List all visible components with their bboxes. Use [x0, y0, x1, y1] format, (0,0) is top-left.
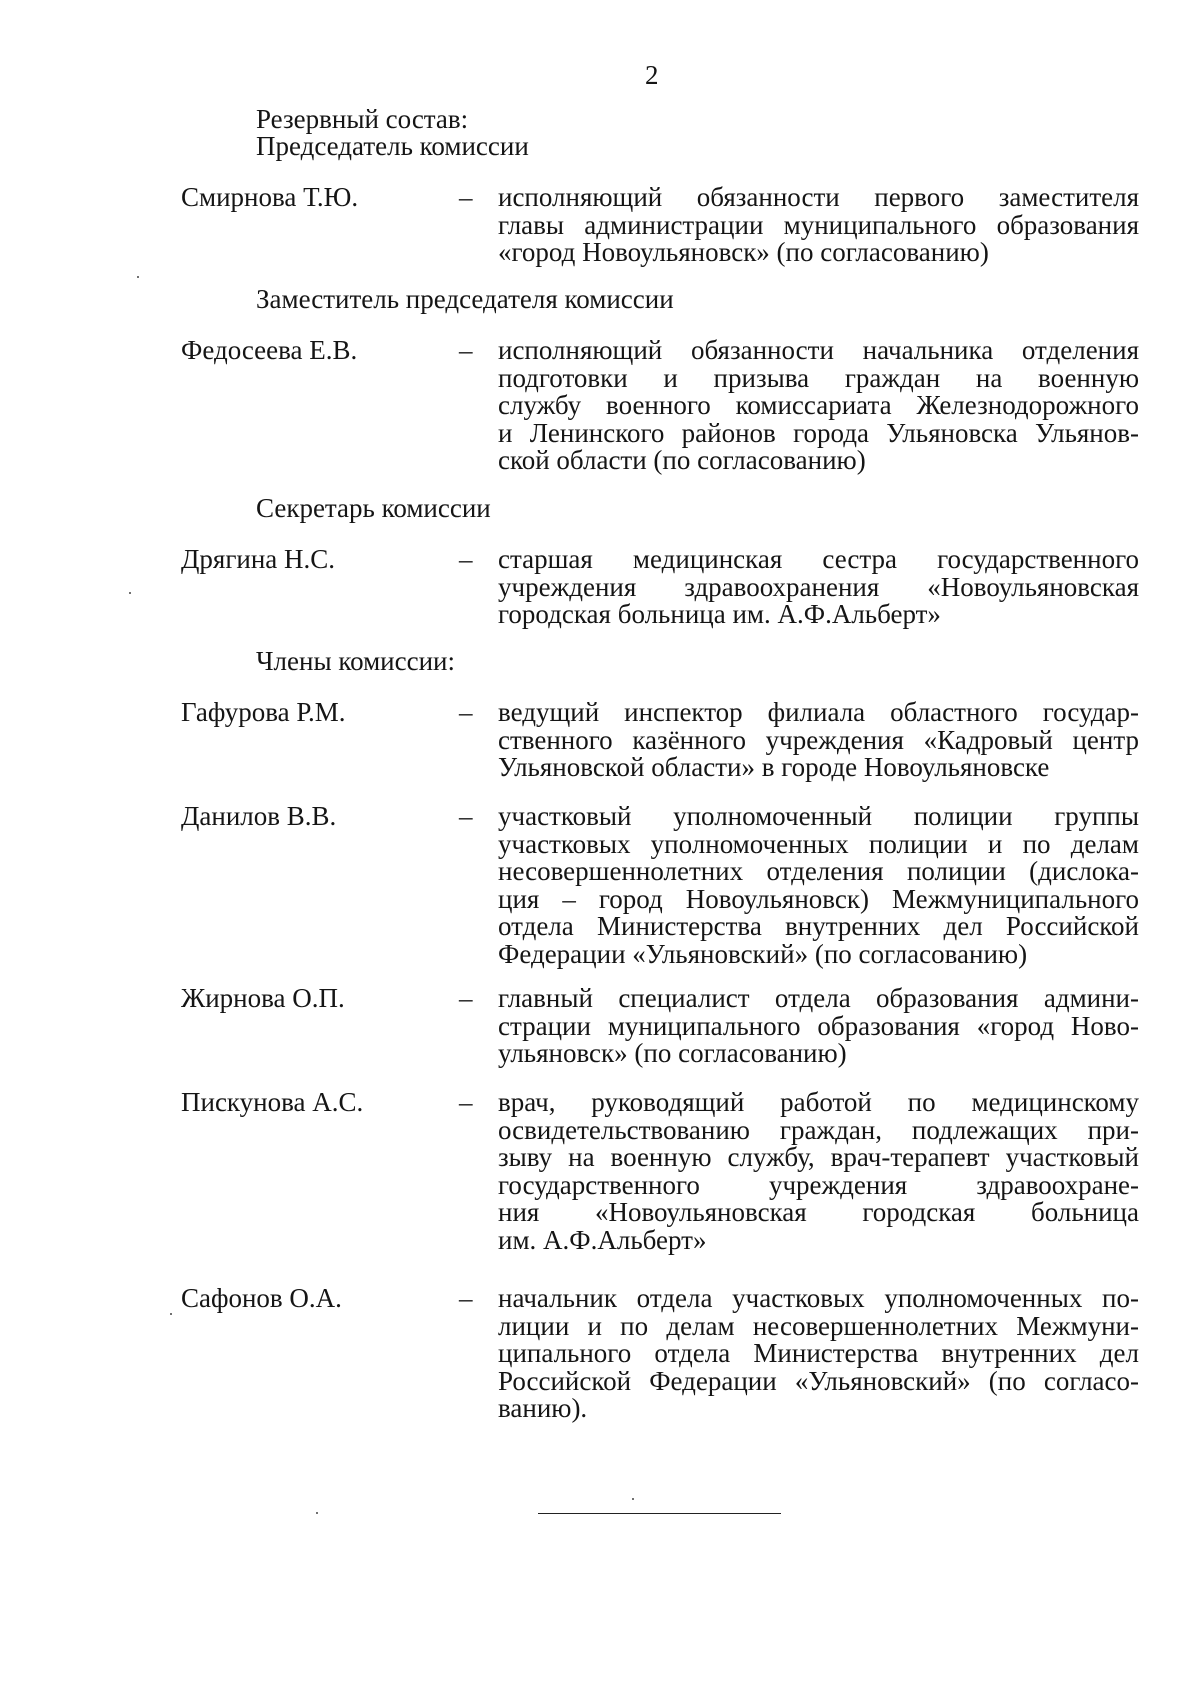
position-line: Федерации «Ульяновский» (по согласованию) [498, 938, 1028, 969]
position-line: городская больница им. А.Ф.Альберт» [498, 599, 941, 629]
page-number: 2 [645, 60, 659, 90]
member-dash: – [459, 697, 473, 727]
member-dash: – [459, 1283, 473, 1313]
end-of-list-rule [538, 1513, 781, 1514]
section-title-secretary: Секретарь комиссии [256, 493, 491, 523]
member-name: Данилов В.В. [181, 801, 337, 831]
position-line: подготовки и призыва граждан на военную [498, 362, 1139, 393]
member-position [498, 546, 1139, 629]
member-position [498, 184, 1139, 267]
member-name: Жирнова О.П. [181, 983, 345, 1013]
position-line: Российской Федерации «Ульяновский» (по согласо- [498, 1365, 1139, 1396]
position-line: участковый уполномоченный полиции группы [498, 801, 1139, 831]
member-position [498, 1089, 1139, 1254]
member-position [498, 985, 1139, 1068]
member-name: Смирнова Т.Ю. [181, 182, 359, 212]
section-title-members: Члены комиссии: [256, 646, 455, 676]
reserve-heading: Резервный состав: [256, 104, 469, 134]
member-name: Пискунова А.С. [181, 1087, 364, 1117]
position-line: исполняющий обязанности начальника отделения [498, 335, 1139, 365]
scan-speck [632, 1498, 634, 1500]
position-line: освидетельствованию граждан, подлежащих при- [498, 1114, 1139, 1145]
position-line: отдела Министерства внутренних дел Российской [498, 911, 1139, 941]
member-position [498, 337, 1139, 475]
position-line: старшая медицинская сестра государственного [498, 544, 1139, 574]
position-line: службу военного комиссариата Железнодорожного [498, 390, 1139, 420]
scan-speck [170, 1313, 172, 1315]
scan-speck [316, 1512, 318, 1514]
member-position [498, 699, 1139, 782]
position-line: им. А.Ф.Альберт» [498, 1224, 707, 1255]
member-dash: – [459, 1087, 473, 1117]
position-line: ципального отдела Министерства внутренних дел [498, 1338, 1139, 1368]
member-dash: – [459, 335, 473, 365]
position-line: ция – город Новоульяновск) Межмуниципального [498, 883, 1139, 914]
member-position [498, 1285, 1139, 1423]
position-line: главы администрации муниципального образования [498, 209, 1139, 240]
position-line: главный специалист отдела образования админи- [498, 983, 1139, 1013]
member-dash: – [459, 983, 473, 1013]
member-dash: – [459, 182, 473, 212]
position-line: ственного казённого учреждения «Кадровый центр [498, 724, 1139, 755]
position-line: ульяновск» (по согласованию) [498, 1038, 847, 1068]
position-line: лиции и по делам несовершеннолетних Межмуни- [498, 1310, 1139, 1341]
position-line: исполняющий обязанности первого заместителя [498, 182, 1139, 212]
position-line: Ульяновской области» в городе Новоульяновске [498, 752, 1050, 782]
position-line: зыву на военную службу, врач-терапевт участковый [498, 1142, 1139, 1172]
member-position [498, 803, 1139, 968]
position-line: ской области (по согласованию) [498, 445, 866, 475]
position-line: ния «Новоульяновская городская больница [498, 1197, 1139, 1227]
member-dash: – [459, 544, 473, 574]
position-line: участковых уполномоченных полиции и по делам [498, 828, 1139, 859]
member-dash: – [459, 801, 473, 831]
position-line: начальник отдела участковых уполномоченных по- [498, 1283, 1139, 1313]
member-name: Гафурова Р.М. [181, 697, 346, 727]
scan-speck [137, 276, 139, 278]
member-name: Дрягина Н.С. [181, 544, 336, 574]
position-line: врач, руководящий работой по медицинскому [498, 1087, 1139, 1117]
position-line: страции муниципального образования «город Ново- [498, 1010, 1139, 1041]
position-line: учреждения здравоохранения «Новоульяновская [498, 571, 1139, 602]
position-line: ванию). [498, 1393, 588, 1423]
scan-speck [129, 592, 131, 594]
position-line: и Ленинского районов города Ульяновска Ульянов- [498, 417, 1139, 448]
member-name: Федосеева Е.В. [181, 335, 358, 365]
section-title-chairman: Председатель комиссии [256, 131, 529, 161]
member-name: Сафонов О.А. [181, 1283, 342, 1313]
section-title-deputy-chairman: Заместитель председателя комиссии [256, 284, 674, 314]
position-line: государственного учреждения здравоохране- [498, 1169, 1139, 1200]
position-line: «город Новоульяновск» (по согласованию) [498, 237, 989, 267]
position-line: несовершеннолетних отделения полиции (дислока- [498, 856, 1139, 886]
position-line: ведущий инспектор филиала областного государ- [498, 697, 1139, 727]
